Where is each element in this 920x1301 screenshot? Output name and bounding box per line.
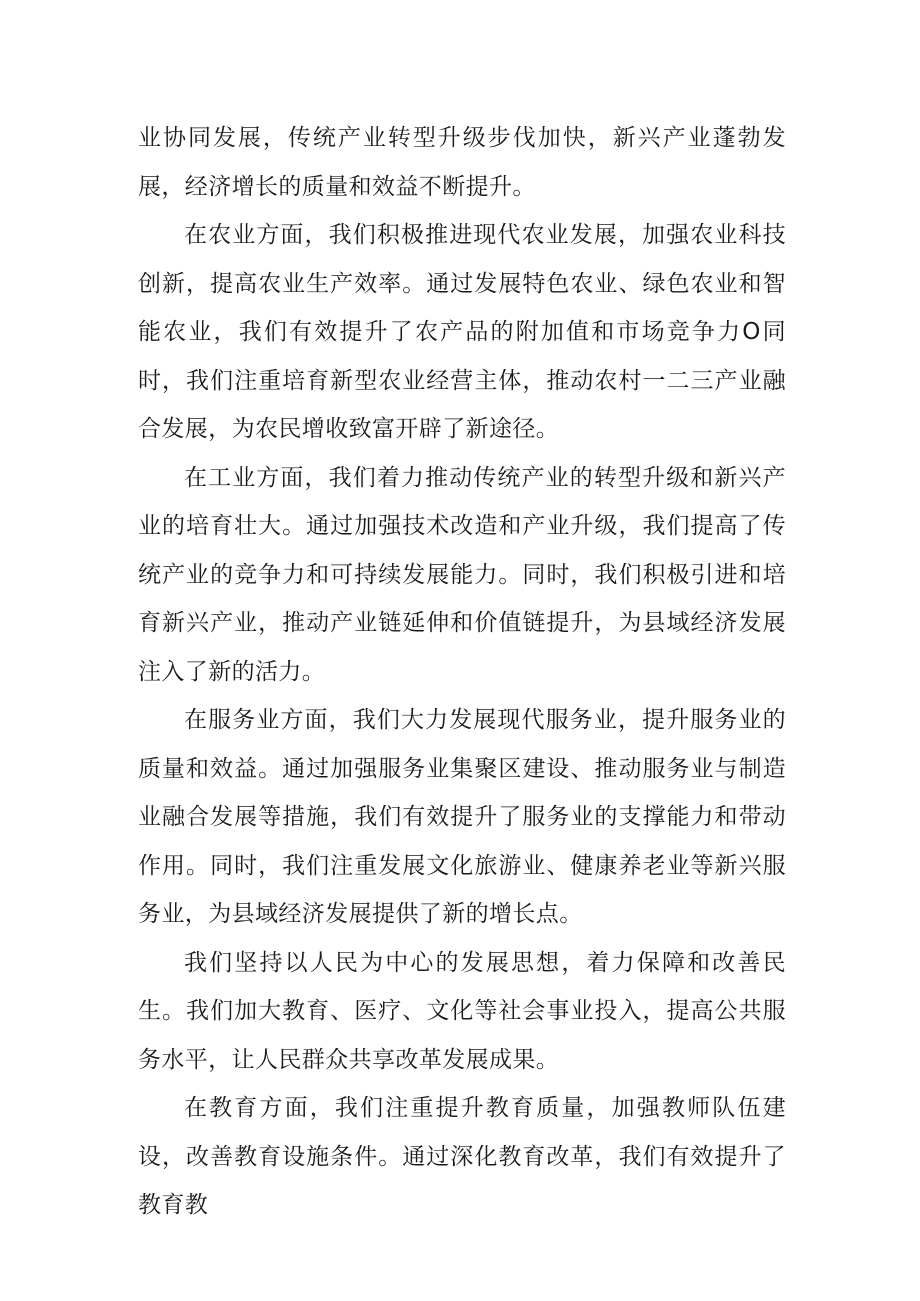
document-page [138, 114, 786, 1230]
paragraph-education: 在教育方面，我们注重提升教育质量，加强教师队伍建设，改善教育设施条件。通过深化教育改革，我们有效提升了教育教 [138, 1095, 786, 1218]
paragraph-livelihood: 我们坚持以人民为中心的发展思想，着力保障和改善民生。我们加大教育、医疗、文化等社会事业投入，提高公共服务水平，让人民群众共享改革发展成果。 [138, 949, 786, 1073]
paragraph-industry: 在工业方面，我们着力推动传统产业的转型升级和新兴产业的培育壮大。通过加强技术改造和产业升级，我们提高了传统产业的竞争力和可持续发展能力。同时，我们积极引进和培育新兴产业，推动产业链延伸和价值链提升，为县域经济发展注入了新的活力。 [138, 464, 786, 685]
paragraph-continuation: 业协同发展，传统产业转型升级步伐加快，新兴产业蓬勃发展，经济增长的质量和效益不断提升。 [138, 125, 786, 200]
paragraph-agriculture: 在农业方面，我们积极推进现代农业发展，加强农业科技创新，提高农业生产效率。通过发展特色农业、绿色农业和智能农业，我们有效提升了农产品的附加值和市场竞争力O同时，我们注重培育新型农业经营主体，推动农村一二三产业融合发展，为农民增收致富开辟了新途径。 [138, 222, 786, 442]
paragraph-services: 在服务业方面，我们大力发展现代服务业，提升服务业的质量和效益。通过加强服务业集聚区建设、推动服务业与制造业融合发展等措施，我们有效提升了服务业的支撑能力和带动作用。同时，我们注重发展文化旅游业、健康养老业等新兴服务业，为县域经济发展提供了新的增长点。 [138, 707, 786, 927]
